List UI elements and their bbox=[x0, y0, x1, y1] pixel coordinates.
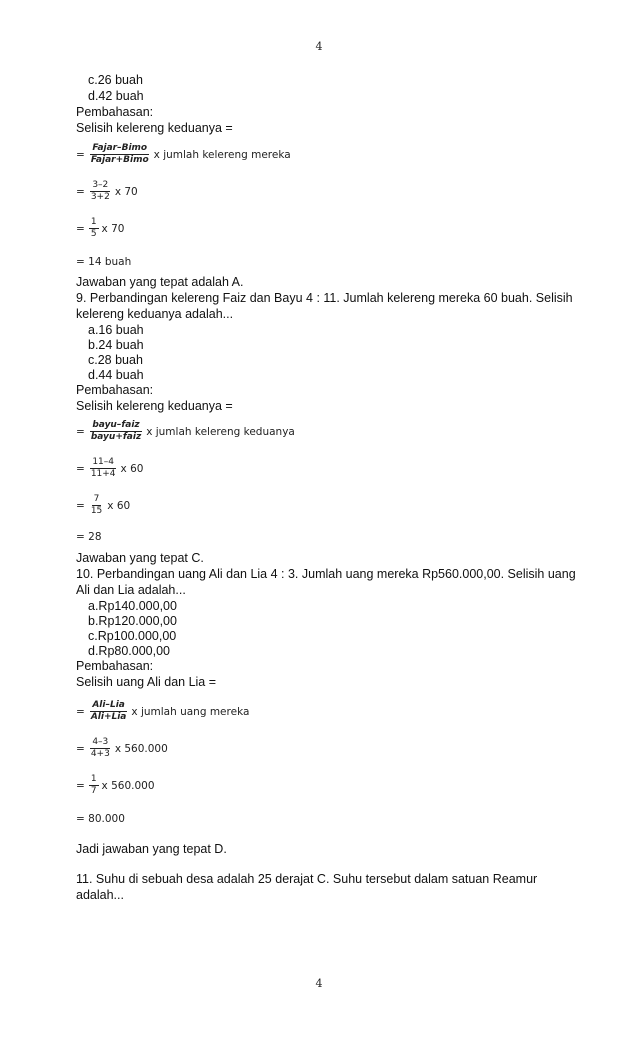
fraction bbox=[89, 457, 118, 480]
denominator: 7 bbox=[90, 786, 97, 796]
denominator: 3+2 bbox=[90, 192, 110, 202]
answer-line: Jawaban yang tepat adalah A. bbox=[76, 275, 244, 289]
pembahasan-label: Pembahasan: bbox=[76, 383, 154, 397]
formula-step-1 bbox=[76, 143, 291, 166]
denominator: bayu+faiz bbox=[90, 432, 142, 442]
denominator: 15 bbox=[90, 506, 103, 516]
numerator: 3–2 bbox=[92, 180, 109, 190]
option-c: c.Rp100.000,00 bbox=[88, 629, 177, 643]
equals-sign: = bbox=[76, 499, 85, 512]
formula-result: = 28 bbox=[76, 531, 102, 543]
option-c: c.28 buah bbox=[88, 353, 143, 367]
question-10-line-2: Ali dan Lia adalah... bbox=[76, 583, 186, 597]
fraction bbox=[89, 494, 104, 517]
formula-step-2 bbox=[76, 737, 168, 760]
equals-sign: = bbox=[76, 425, 85, 438]
numerator: 1 bbox=[90, 217, 97, 227]
formula-step-3 bbox=[76, 494, 130, 517]
fraction bbox=[89, 420, 143, 443]
equals-sign: = bbox=[76, 185, 85, 198]
page-number-top: 4 bbox=[315, 40, 323, 53]
option-a: a.Rp140.000,00 bbox=[88, 599, 177, 613]
pembahasan-label: Pembahasan: bbox=[76, 659, 154, 673]
formula-rest: x 560.000 bbox=[101, 779, 155, 792]
question-9-line-2: kelereng keduanya adalah... bbox=[76, 307, 234, 321]
option-d: d.44 buah bbox=[88, 368, 144, 382]
formula-step-3 bbox=[76, 217, 124, 240]
formula-step-2 bbox=[76, 180, 138, 203]
formula-rest: x 70 bbox=[114, 185, 138, 198]
answer-line: Jawaban yang tepat C. bbox=[76, 551, 204, 565]
denominator: 5 bbox=[90, 229, 97, 239]
fraction bbox=[89, 143, 151, 166]
option-a: a.16 buah bbox=[88, 323, 144, 337]
numerator: Fajar–Bimo bbox=[92, 143, 148, 153]
equals-sign: = bbox=[76, 148, 85, 161]
question-10-line-1: 10. Perbandingan uang Ali dan Lia 4 : 3. Jumlah uang mereka Rp560.000,00. Selisih uang bbox=[76, 567, 576, 581]
formula-rest: x 60 bbox=[107, 499, 131, 512]
option-b: b.24 buah bbox=[88, 338, 144, 352]
formula-result: = 80.000 bbox=[76, 813, 125, 825]
numerator: 4–3 bbox=[92, 737, 109, 747]
numerator: bayu–faiz bbox=[92, 420, 140, 430]
formula-rest: x 70 bbox=[101, 222, 125, 235]
fraction bbox=[89, 737, 112, 760]
numerator: 11–4 bbox=[92, 457, 115, 467]
equals-sign: = bbox=[76, 742, 85, 755]
numerator: 7 bbox=[93, 494, 100, 504]
option-b: b.Rp120.000,00 bbox=[88, 614, 177, 628]
denominator: Ali+Lia bbox=[90, 712, 127, 722]
formula-step-3 bbox=[76, 774, 155, 797]
formula-step-1 bbox=[76, 420, 295, 443]
fraction bbox=[89, 774, 99, 797]
formula-result: = 14 buah bbox=[76, 256, 132, 268]
question-9-line-1: 9. Perbandingan kelereng Faiz dan Bayu 4 : 11. Jumlah kelereng mereka 60 buah. Selisih bbox=[76, 291, 573, 305]
question-11-line-2: adalah... bbox=[76, 888, 124, 902]
option-d: d.Rp80.000,00 bbox=[88, 644, 171, 658]
equals-sign: = bbox=[76, 222, 85, 235]
numerator: 1 bbox=[90, 774, 97, 784]
fraction bbox=[89, 180, 112, 203]
pembahasan-label: Pembahasan: bbox=[76, 105, 154, 119]
denominator: 11+4 bbox=[90, 469, 116, 479]
option-d: d.42 buah bbox=[88, 89, 144, 103]
equals-sign: = bbox=[76, 779, 85, 792]
formula-step-1 bbox=[76, 700, 249, 723]
equals-sign: = bbox=[76, 705, 85, 718]
formula-rest: x jumlah kelereng keduanya bbox=[146, 425, 295, 438]
option-c: c.26 buah bbox=[88, 73, 143, 87]
selisih-line: Selisih uang Ali dan Lia = bbox=[76, 675, 217, 689]
selisih-line: Selisih kelereng keduanya = bbox=[76, 121, 233, 135]
denominator: 4+3 bbox=[90, 749, 110, 759]
page-number-bottom: 4 bbox=[315, 977, 323, 990]
selisih-line: Selisih kelereng keduanya = bbox=[76, 399, 233, 413]
numerator: Ali–Lia bbox=[92, 700, 125, 710]
formula-rest: x jumlah uang mereka bbox=[131, 705, 250, 718]
equals-sign: = bbox=[76, 462, 85, 475]
formula-rest: x jumlah kelereng mereka bbox=[153, 148, 291, 161]
formula-rest: x 560.000 bbox=[114, 742, 168, 755]
fraction bbox=[89, 217, 99, 240]
denominator: Fajar+Bimo bbox=[90, 155, 149, 165]
fraction bbox=[89, 700, 129, 723]
formula-step-2 bbox=[76, 457, 143, 480]
answer-line: Jadi jawaban yang tepat D. bbox=[76, 842, 227, 856]
question-11-line-1: 11. Suhu di sebuah desa adalah 25 derajat C. Suhu tersebut dalam satuan Reamur bbox=[76, 872, 538, 886]
formula-rest: x 60 bbox=[120, 462, 144, 475]
